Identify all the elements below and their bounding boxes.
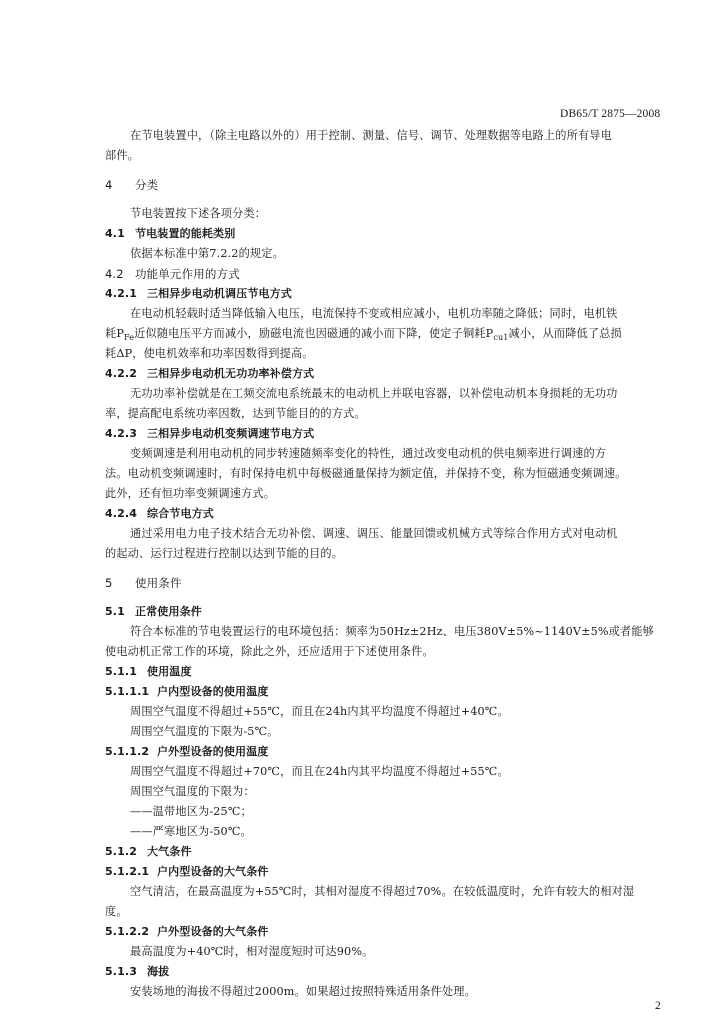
section-number: 5.1.1.1 (105, 685, 150, 698)
section-title: 海拔 (147, 965, 170, 978)
section-title: 分类 (135, 178, 159, 192)
section-number: 5.1.1.2 (105, 745, 150, 758)
section-title: 使用温度 (147, 665, 192, 678)
section-title: 户外型设备的使用温度 (157, 745, 269, 758)
paragraph-line: 依据本标准中第7.2.2的规定。 (130, 247, 284, 260)
section-title: 户内型设备的使用温度 (157, 685, 269, 698)
page-number: 2 (655, 1000, 661, 1012)
paragraph-line: 符合本标准的节电装置运行的电环境包括：频率为50Hz±2Hz、电压380V±5%~1140V±5%或者能够 (130, 625, 655, 638)
section-title: 三相异步电动机无功功率补偿方式 (147, 367, 315, 380)
standard-code-header: DB65/T 2875—2008 (560, 108, 661, 120)
subsection-heading (105, 366, 314, 382)
paragraph-line (105, 326, 622, 346)
section-number: 4.2.4 (105, 507, 138, 520)
subscript: Fe (124, 333, 135, 343)
section-heading (105, 575, 182, 591)
section-number: 4.2.3 (105, 427, 138, 440)
subsection-heading (105, 864, 269, 880)
paragraph-line: 的起动、运行过程进行控制以达到节能的目的。 (105, 547, 344, 560)
section-number: 5.1.2.2 (105, 925, 150, 938)
section-title: 户外型设备的大气条件 (157, 925, 269, 938)
section-title: 正常使用条件 (135, 605, 202, 618)
subsection-heading (105, 266, 240, 282)
subsection-heading (105, 964, 169, 980)
section-number: 5.1.3 (105, 965, 138, 978)
section-heading (105, 177, 158, 193)
paragraph-line: 无功功率补偿就是在工频交流电系统最末的电动机上并联电容器，以补偿电动机本身损耗的无功功 (130, 387, 618, 400)
subsection-heading (105, 604, 202, 620)
paragraph-line: 率，提高配电系统功率因数，达到节能目的的方式。 (105, 407, 366, 420)
paragraph-line: 空气清洁，在最高温度为+55℃时，其相对湿度不得超过70%。在较低温度时，允许有较大的相对湿 (130, 885, 635, 898)
section-title: 三相异步电动机调压节电方式 (147, 287, 292, 300)
paragraph-line: 度。 (105, 905, 128, 918)
subscript: cu1 (493, 333, 509, 343)
paragraph-line: 部件。 (105, 149, 140, 162)
section-number: 4.2 (105, 267, 124, 281)
text-segment: 耗P (105, 327, 125, 340)
paragraph-line: 通过采用电力电子技术结合无功补偿、调速、调压、能量回馈或机械方式等综合作用方式对电动机 (130, 527, 618, 540)
text-segment: 近似随电压平方而减小，励磁电流也因磁通的减小而下降，使定子铜耗P (134, 327, 494, 340)
paragraph-line: 法。电动机变频调速时，有时保持电机中每极磁通量保持为额定值，并保持不变，称为恒磁通变频调速。 (105, 467, 627, 480)
paragraph-line: 使电动机正常工作的环境，除此之外，还应适用于下述使用条件。 (105, 645, 434, 658)
paragraph-line: 耗ΔP，使电机效率和功率因数得到提高。 (105, 347, 314, 360)
section-number: 4.1 (105, 227, 125, 240)
text-segment: 减小，从而降低了总损 (508, 327, 622, 340)
section-number: 4.2.2 (105, 367, 138, 380)
subsection-heading (105, 506, 214, 522)
paragraph-line: 节电装置按下述各项分类： (130, 207, 267, 220)
section-title: 使用条件 (135, 576, 182, 590)
subsection-heading (105, 744, 269, 760)
paragraph-line: 周围空气温度的下限为-5℃。 (130, 725, 279, 738)
subsection-heading (105, 286, 292, 302)
subsection-heading (105, 684, 269, 700)
section-title: 户内型设备的大气条件 (157, 865, 269, 878)
paragraph-line: 此外，还有恒功率变频调速方式。 (105, 487, 276, 500)
section-number: 5.1.2 (105, 845, 138, 858)
section-title: 大气条件 (147, 845, 192, 858)
subsection-heading (105, 664, 192, 680)
paragraph-line: 安装场地的海拔不得超过2000m。如果超过按照特殊适用条件处理。 (130, 985, 476, 998)
section-number: 4 (105, 178, 113, 192)
section-title: 节电装置的能耗类别 (135, 227, 236, 240)
section-number: 5 (105, 576, 113, 590)
paragraph-line: 周围空气温度的下限为： (130, 785, 255, 798)
section-title: 综合节电方式 (147, 507, 214, 520)
section-number: 5.1.1 (105, 665, 138, 678)
paragraph-line: 在电动机轻载时适当降低输入电压，电流保持不变或相应减小，电机功率随之降低；同时，电机铁 (130, 307, 618, 320)
subsection-heading (105, 226, 235, 242)
section-title: 功能单元作用的方式 (135, 267, 240, 281)
subsection-heading (105, 844, 192, 860)
section-title: 三相异步电动机变频调速节电方式 (147, 427, 315, 440)
list-item: ——严寒地区为-50℃。 (130, 825, 252, 838)
subsection-heading (105, 924, 269, 940)
paragraph-line: 在节电装置中，（除主电路以外的）用于控制、测量、信号、调节、处理数据等电路上的所有导电 (130, 129, 612, 142)
paragraph-line: 周围空气温度不得超过+70℃，而且在24h内其平均温度不得超过+55℃。 (130, 765, 509, 778)
list-item: ——温带地区为-25℃； (130, 805, 252, 818)
paragraph-line: 周围空气温度不得超过+55℃，而且在24h内其平均温度不得超过+40℃。 (130, 705, 509, 718)
section-number: 4.2.1 (105, 287, 138, 300)
paragraph-line: 最高温度为+40℃时，相对湿度短时可达90%。 (130, 945, 374, 958)
paragraph-line: 变频调速是利用电动机的同步转速随频率变化的特性，通过改变电动机的供电频率进行调速的方 (130, 447, 607, 460)
section-number: 5.1 (105, 605, 125, 618)
subsection-heading (105, 426, 314, 442)
section-number: 5.1.2.1 (105, 865, 150, 878)
